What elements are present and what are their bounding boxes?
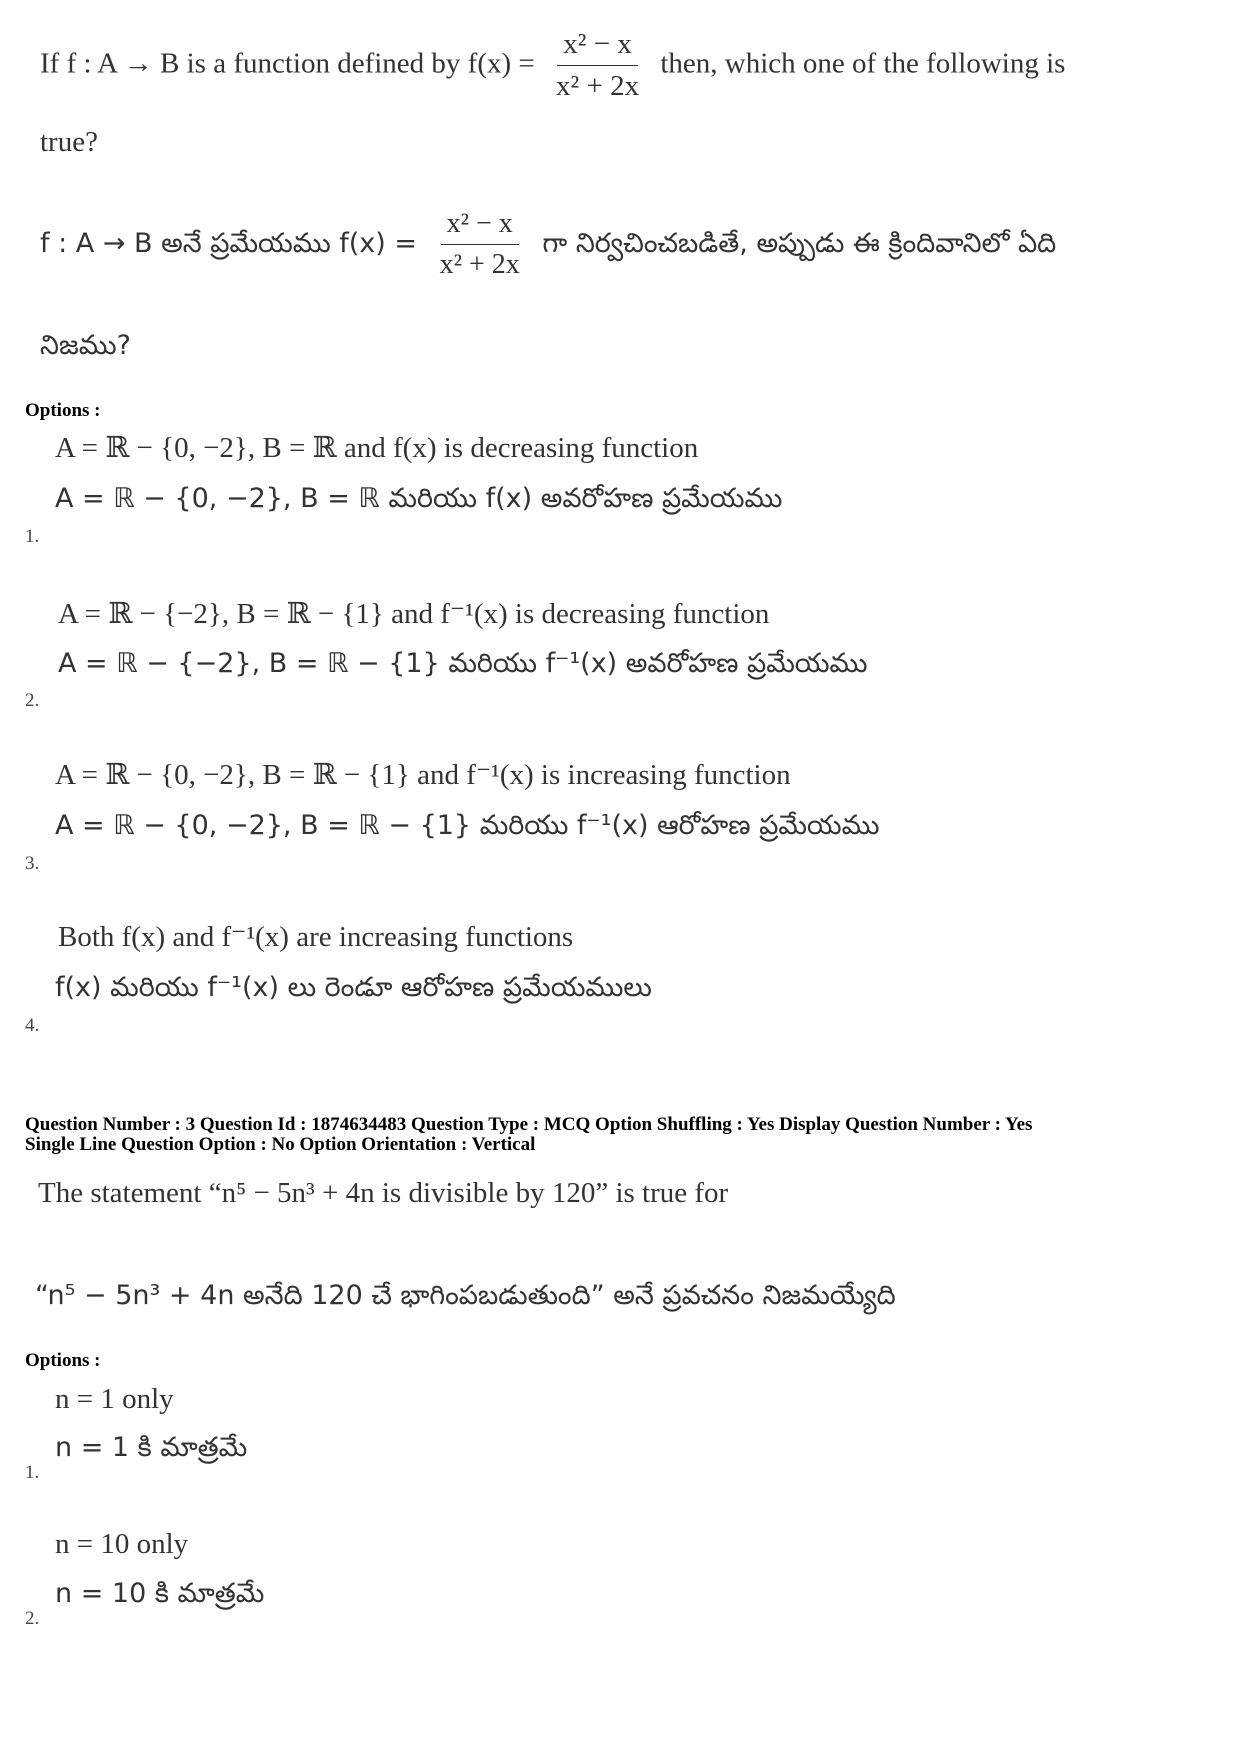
q2-option-1-telugu: A = ℝ − {0, −2}, B = ℝ మరియు f(x) అవరోహణ ప్రమేయము	[55, 483, 783, 514]
q2-telugu-suffix: గా నిర్వచించబడితే, అప్పుడు ఈ క్రిందివానిలో ఏది	[542, 228, 1057, 260]
q2-telugu-fraction-numerator: x² − x	[441, 208, 519, 245]
q2-option-4-english: Both f(x) and f⁻¹(x) are increasing functions	[58, 921, 574, 953]
q2-english-line2: true?	[40, 126, 98, 158]
q3-option-2-english: n = 10 only	[55, 1528, 189, 1560]
q3-option-2-telugu: n = 10 కి మాత్రమే	[55, 1578, 265, 1609]
q2-telugu-line2: నిజము?	[40, 330, 131, 361]
q2-fraction-numerator: x² − x	[557, 28, 638, 66]
q3-option-1-english: n = 1 only	[55, 1383, 174, 1415]
q2-option-3-telugu: A = ℝ − {0, −2}, B = ℝ − {1} మరియు f⁻¹(x) ఆరోహణ ప్రమేయము	[55, 810, 880, 841]
q3-english: The statement “n⁵ − 5n³ + 4n is divisible by 120” is true for	[38, 1177, 729, 1209]
q2-option-1-english: A = ℝ − {0, −2}, B = ℝ and f(x) is decreasing function	[55, 432, 699, 464]
q2-option-2-english: A = ℝ − {−2}, B = ℝ − {1} and f⁻¹(x) is decreasing function	[58, 598, 770, 630]
q2-english-line1	[40, 28, 1065, 104]
q2-option-2-number: 2.	[25, 690, 40, 711]
q2-option-4-number: 4.	[25, 1015, 40, 1036]
q2-telugu-fraction-denominator: x² + 2x	[439, 249, 520, 281]
q3-telugu: “n⁵ − 5n³ + 4n అనేది 120 చే భాగింపబడుతుంది” అనే ప్రవచనం నిజమయ్యేది	[35, 1280, 896, 1311]
q3-option-1-number: 1.	[25, 1462, 40, 1483]
q3-option-2-number: 2.	[25, 1608, 40, 1629]
q3-meta-line1: Question Number : 3 Question Id : 1874634483 Question Type : MCQ Option Shuffling : Yes Display Question Number : Yes	[25, 1114, 1033, 1135]
q2-fraction	[550, 28, 645, 104]
q2-option-3-number: 3.	[25, 853, 40, 874]
q2-options-label: Options :	[25, 400, 101, 421]
q3-option-1-telugu: n = 1 కి మాత్రమే	[55, 1432, 248, 1463]
q2-english-prefix: If f : A → B is a function defined by f(x) =	[40, 47, 535, 80]
q3-options-label: Options :	[25, 1350, 101, 1371]
q2-option-2-telugu: A = ℝ − {−2}, B = ℝ − {1} మరియు f⁻¹(x) అవరోహణ ప్రమేయము	[58, 648, 868, 679]
q2-telugu-prefix: f : A → B అనే ప్రమేయము f(x) =	[40, 228, 417, 260]
q2-option-1-number: 1.	[25, 526, 40, 547]
q2-option-4-telugu: f(x) మరియు f⁻¹(x) లు రెండూ ఆరోహణ ప్రమేయములు	[55, 972, 652, 1003]
q2-telugu-fraction	[434, 208, 526, 281]
q2-fraction-denominator: x² + 2x	[556, 70, 640, 103]
q2-telugu-line1	[40, 208, 1056, 281]
q2-option-3-english: A = ℝ − {0, −2}, B = ℝ − {1} and f⁻¹(x) is increasing function	[55, 759, 791, 791]
q3-meta-line2: Single Line Question Option : No Option Orientation : Vertical	[25, 1134, 536, 1155]
q2-english-suffix: then, which one of the following is	[660, 47, 1066, 80]
